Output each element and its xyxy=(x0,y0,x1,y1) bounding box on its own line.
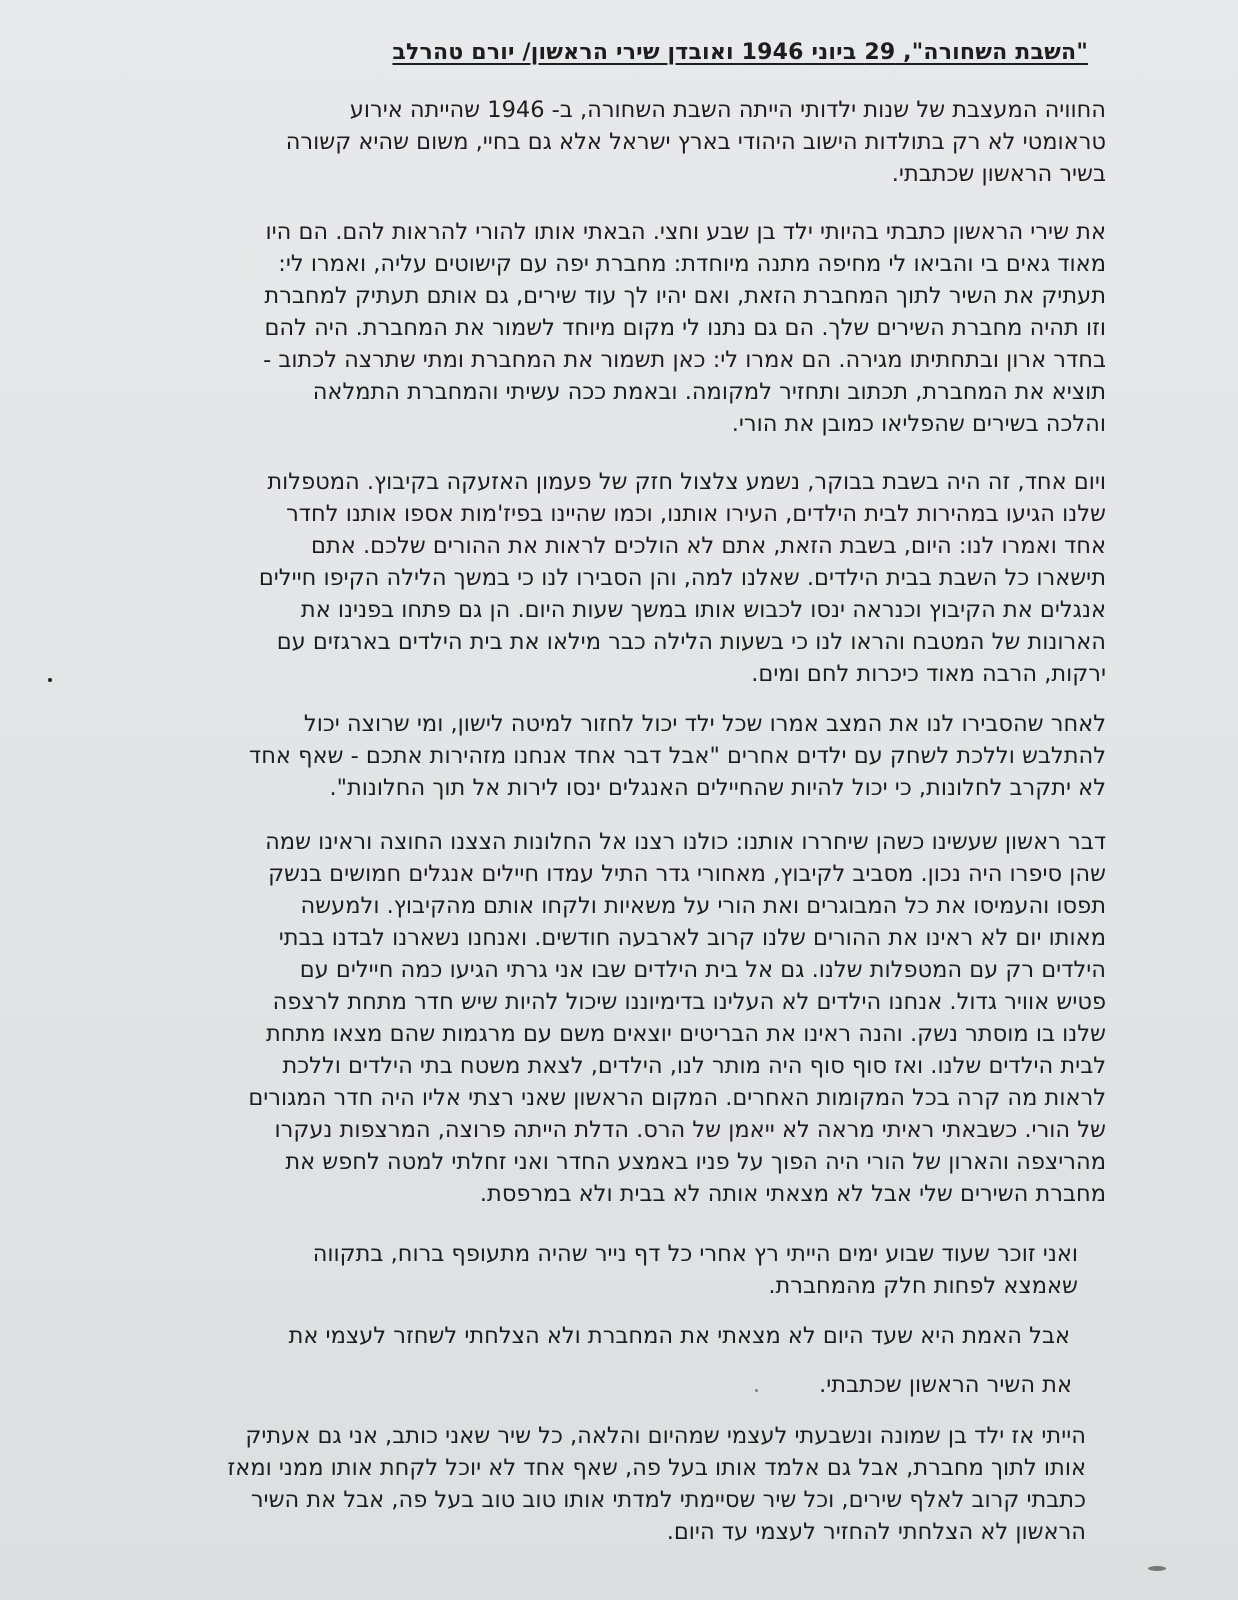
text-line: תעתיק את השיר לתוך המחברת הזאת, ואם יהיו לך עוד שירים, גם אותם תעתיק למחברת xyxy=(264,283,1106,309)
paragraph-5 xyxy=(248,826,1106,1210)
paragraph-8 xyxy=(819,1369,1072,1401)
text-line: אותו לתוך מחברת, אבל גם אלמד אותו בעל פה, שאף אחד לא יוכל לקחת אותו ממני ומאז xyxy=(227,1455,1086,1481)
text-line: מהריצפה והארון של הורי היה הפוך על פניו באמצע החדר ואני זחלתי למטה לחפש את xyxy=(285,1149,1106,1175)
text-line: דבר ראשון שעשינו כשהן שיחררו אותנו: כולנו רצנו אל החלונות הצצנו החוצה וראינו שמה xyxy=(265,829,1106,855)
text-line: מאוד גאים בי והביאו לי מחיפה מתנה מיוחדת: מחברת יפה עם קישוטים עליה, ואמרו לי: xyxy=(278,251,1106,277)
text-line: לאחר שהסבירו לנו את המצב אמרו שכל ילד יכול לחזור למיטה לישון, ומי שרוצה יכול xyxy=(303,711,1106,737)
paragraph-6 xyxy=(313,1238,1078,1302)
text-line: שאמצא לפחות חלק מהמחברת. xyxy=(768,1273,1078,1299)
text-line: הילדים רק עם המטפלות שלנו. גם אל בית הילדים שבו אני גרתי הגיעו כמה חיילים עם xyxy=(299,957,1106,983)
text-line: לבית הילדים שלנו. ואז סוף סוף היה מותר לנו, הילדים, לצאת משטח בתי הילדים וללכת xyxy=(282,1053,1106,1079)
paper-speck xyxy=(1148,1566,1166,1571)
text-line: שהן סיפרו היה נכון. מסביב לקיבוץ, מאחורי גדר התיל עמדו חיילים אנגלים חמושים בנשק xyxy=(268,861,1106,887)
text-line: טראומטי לא רק בתולדות הישוב היהודי בארץ ישראל אלא גם בחיי, משום שהיא קשורה xyxy=(285,129,1106,155)
paragraph-3 xyxy=(259,466,1106,690)
text-line: כתבתי קרוב לאלף שירים, וכל שיר שסיימתי למדתי אותו טוב טוב בעל פה, אבל את השיר xyxy=(250,1487,1086,1513)
text-line: הייתי אז ילד בן שמונה ונשבעתי לעצמי שמהיום והלאה, כל שיר שאני כותב, אני גם אעתיק xyxy=(245,1423,1086,1449)
text-line: אחד ואמרו לנו: היום, בשבת הזאת, אתם לא הולכים לראות את ההורים שלכם. אתם xyxy=(311,533,1106,559)
text-line: בשיר הראשון שכתבתי. xyxy=(891,161,1106,187)
text-line: הראשון לא הצלחתי להחזיר לעצמי עד היום. xyxy=(666,1519,1086,1545)
text-line: תישארו כל השבת בבית הילדים. שאלנו למה, והן הסבירו לנו כי במשך הלילה הקיפו חיילים xyxy=(258,565,1106,591)
paragraph-1 xyxy=(286,94,1106,190)
text-line: לראות מה קרה בכל המקומות האחרים. המקום הראשון שאני רצתי אליו היה חדר המגורים xyxy=(248,1085,1106,1111)
text-line: וזו תהיה מחברת השירים שלך. הם גם נתנו לי מקום מיוחד לשמור את המחברת. היה להם xyxy=(264,315,1106,341)
document-title: "השבת השחורה", 29 ביוני 1946 ואובדן שירי הראשון/ יורם טהרלב xyxy=(392,40,1088,65)
paper-speck xyxy=(48,678,52,682)
text-line: תוציא את המחברת, תכתוב ותחזיר למקומה. ובאמת ככה עשיתי והמחברת התמלאה xyxy=(312,379,1106,405)
text-line: של הורי. כשבאתי ראיתי מראה לא ייאמן של הרס. הדלת הייתה פרוצה, המרצפות נעקרו xyxy=(274,1117,1106,1143)
paragraph-4 xyxy=(249,708,1106,804)
text-line: פטיש אוויר גדול. אנחנו הילדים לא העלינו בדימיוננו שיכול להיות שיש חדר מתחת לרצפה xyxy=(272,989,1106,1015)
text-line: תפסו והעמיסו את כל המבוגרים ואת הורי על משאיות ולקחו אותם מהקיבוץ. ולמעשה xyxy=(300,893,1106,919)
paragraph-2 xyxy=(263,216,1106,440)
text-line: החוויה המעצבת של שנות ילדותי הייתה השבת השחורה, ב- 1946 שהייתה אירוע xyxy=(349,97,1106,123)
text-line: להתלבש וללכת לשחק עם ילדים אחרים "אבל דבר אחד אנחנו מזהירות אתכם - שאף אחד xyxy=(248,743,1106,769)
text-line: את השיר הראשון שכתבתי. xyxy=(819,1372,1072,1398)
text-line: אבל האמת היא שעד היום לא מצאתי את המחברת ולא הצלחתי לשחזר לעצמי את xyxy=(288,1323,1070,1349)
text-line: שלנו בו מוסתר נשק. והנה ראינו את הבריטים יוצאים משם עם מרגמות שהם מצאו מתחת xyxy=(265,1021,1106,1047)
text-line: מחברת השירים שלי אבל לא מצאתי אותה לא בבית ולא במרפסת. xyxy=(479,1181,1106,1207)
paragraph-9 xyxy=(228,1420,1087,1548)
paragraph-7 xyxy=(289,1320,1070,1352)
paper-speck xyxy=(755,1389,758,1392)
text-line: הארונות של המטבח והראו לנו כי בשעות הלילה כבר מילאו את בית הילדים בארגזים עם xyxy=(276,629,1106,655)
text-line: ואני זוכר שעוד שבוע ימים הייתי רץ אחרי כל דף נייר שהיה מתעופף ברוח, בתקווה xyxy=(312,1241,1078,1267)
text-line: ירקות, הרבה מאוד כיכרות לחם ומים. xyxy=(751,661,1106,687)
text-line: לא יתקרב לחלונות, כי יכול להיות שהחיילים האנגלים ינסו לירות אל תוך החלונות". xyxy=(329,775,1106,801)
text-line: אנגלים את הקיבוץ וכנראה ינסו לכבוש אותו במשך שעות היום. הן גם פתחו בפנינו את xyxy=(300,597,1106,623)
text-line: את שירי הראשון כתבתי בהיותי ילד בן שבע וחצי. הבאתי אותו להורי להראות להם. הם היו xyxy=(265,219,1106,245)
text-line: ויום אחד, זה היה בשבת בבוקר, נשמע צלצול חזק של פעמון האזעקה בקיבוץ. המטפלות xyxy=(267,469,1106,495)
text-line: מאותו יום לא ראינו את ההורים שלנו קרוב לארבעה חודשים. ואנחנו נשארנו לבדנו בבתי xyxy=(278,925,1106,951)
text-line: והלכה בשירים שהפליאו כמובן את הורי. xyxy=(731,411,1106,437)
text-line: שלנו הגיעו במהירות לבית הילדים, העירו אותנו, וכמו שהיינו בפיז'מות אספו אותנו לחדר xyxy=(286,501,1106,527)
text-line: בחדר ארון ובתחתיתו מגירה. הם אמרו לי: כאן תשמור את המחברת ומתי שתרצה לכתוב - xyxy=(263,347,1106,373)
